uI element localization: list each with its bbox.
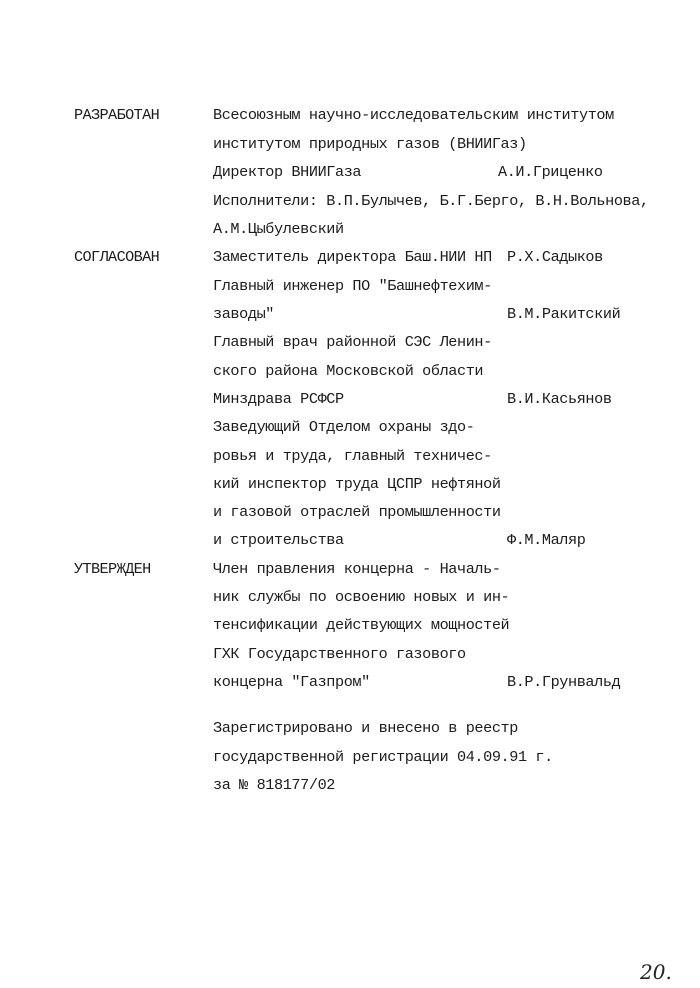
developed-line-4: Исполнители: В.П.Булычев, Б.Г.Берго, В.Н.Вольнова,: [213, 192, 649, 210]
agreed-line-7: Заведующий Отделом охраны здо-: [213, 418, 475, 436]
agreed-line-3: заводы": [213, 305, 274, 323]
signatory-gritsenko: А.И.Гриценко: [498, 163, 603, 181]
developed-line-3: Директор ВНИИГаза: [213, 163, 362, 181]
agreed-line-4: Главный врач районной СЭС Ленин-: [213, 333, 492, 351]
section-heading-developed: РАЗРАБОТАН: [74, 106, 160, 124]
registration-line-1: Зарегистрировано и внесено в реестр: [213, 719, 518, 737]
agreed-line-9: кий инспектор труда ЦСПР нефтяной: [213, 475, 501, 493]
developed-line-1: Всесоюзным научно-исследовательским институтом: [213, 106, 614, 124]
approved-line-1: Член правления концерна - Началь-: [213, 560, 501, 578]
agreed-line-1: Заместитель директора Баш.НИИ НП: [213, 248, 492, 266]
page-number: 20.: [640, 960, 672, 984]
section-heading-approved: УТВЕРЖДЕН: [74, 560, 151, 578]
developed-line-2: институтом природных газов (ВНИИГаз): [213, 135, 527, 153]
agreed-line-2: Главный инженер ПО "Башнефтехим-: [213, 277, 492, 295]
signatory-grunvald: В.Р.Грунвальд: [507, 673, 621, 691]
signatory-rakitsky: В.М.Ракитский: [507, 305, 621, 323]
agreed-line-6: Минздрава РСФСР: [213, 390, 344, 408]
approved-line-5: концерна "Газпром": [213, 673, 370, 691]
section-heading-agreed: СОГЛАСОВАН: [74, 248, 160, 266]
agreed-line-8: ровья и труда, главный техничес-: [213, 447, 492, 465]
agreed-line-5: ского района Московской области: [213, 362, 484, 380]
agreed-line-11: и строительства: [213, 531, 344, 549]
signatory-sadykov: Р.Х.Садыков: [507, 248, 603, 266]
developed-line-5: А.М.Цыбулевский: [213, 220, 344, 238]
signatory-kasyanov: В.И.Касьянов: [507, 390, 612, 408]
signatory-malyar: Ф.М.Маляр: [507, 531, 586, 549]
approved-line-4: ГХК Государственного газового: [213, 645, 466, 663]
approved-line-3: тенсификации действующих мощностей: [213, 616, 510, 634]
registration-line-3: за № 818177/02: [213, 776, 335, 794]
approved-line-2: ник службы по освоению новых и ин-: [213, 588, 510, 606]
registration-line-2: государственной регистрации 04.09.91 г.: [213, 748, 553, 766]
agreed-line-10: и газовой отраслей промышленности: [213, 503, 501, 521]
